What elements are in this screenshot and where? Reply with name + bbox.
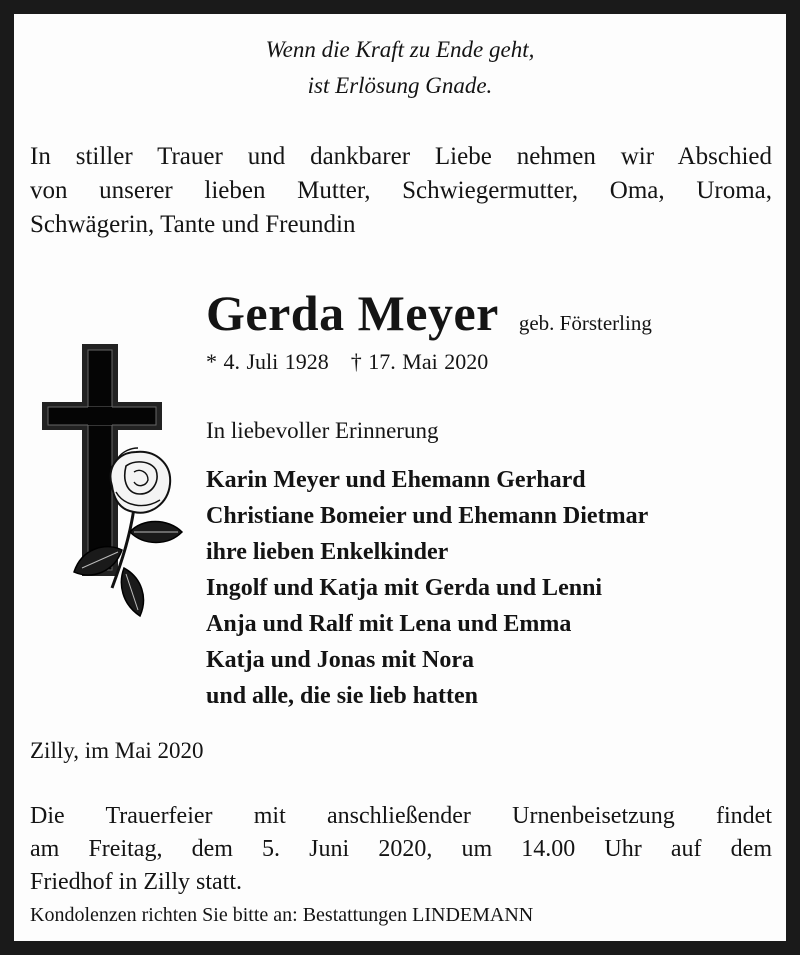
motto-line-2: ist Erlösung Gnade. <box>307 73 493 98</box>
place-date: Zilly, im Mai 2020 <box>30 738 204 763</box>
death-date: † 17. Mai 2020 <box>350 349 489 374</box>
deceased-name-row <box>206 284 652 342</box>
cross-with-rose-icon <box>26 336 186 621</box>
cross-with-rose-icon-svg <box>26 336 186 621</box>
intro-text <box>30 140 772 242</box>
family-member: Ingolf und Katja mit Gerda und Lenni <box>206 575 603 601</box>
service-info <box>30 800 772 899</box>
service-line-3: Friedhof in Zilly statt. <box>30 869 242 895</box>
maiden-name: geb. Försterling <box>518 311 652 335</box>
deceased-name: Gerda Meyer <box>206 285 499 341</box>
service-line-1: Die Trauerfeier mit anschließender Urnenbeisetzung findet <box>30 803 772 829</box>
intro-line-1: In stiller Trauer und dankbarer Liebe nehmen wir Abschied <box>30 143 772 170</box>
birth-date: * 4. Juli 1928 <box>206 349 329 374</box>
family-member: Christiane Bomeier und Ehemann Dietmar <box>206 503 649 529</box>
family-member: Katja und Jonas mit Nora <box>206 647 475 673</box>
family-member: Anja und Ralf mit Lena und Emma <box>206 611 572 637</box>
memory-line: In liebevoller Erinnerung <box>206 418 439 443</box>
motto-line-1: Wenn die Kraft zu Ende geht, <box>265 37 535 62</box>
condolence-note: Kondolenzen richten Sie bitte an: Bestattungen LINDEMANN <box>30 904 534 926</box>
family-member: und alle, die sie lieb hatten <box>206 683 479 709</box>
family-member: ihre lieben Enkelkinder <box>206 539 449 565</box>
intro-line-3: Schwägerin, Tante und Freundin <box>30 211 356 238</box>
service-line-2: am Freitag, dem 5. Juni 2020, um 14.00 Uhr auf dem <box>30 836 772 862</box>
motto <box>14 32 786 104</box>
family-member: Karin Meyer und Ehemann Gerhard <box>206 467 586 493</box>
life-dates <box>206 349 488 375</box>
family-list <box>206 462 648 714</box>
intro-line-2: von unserer lieben Mutter, Schwiegermutter, Oma, Uroma, <box>30 177 772 204</box>
